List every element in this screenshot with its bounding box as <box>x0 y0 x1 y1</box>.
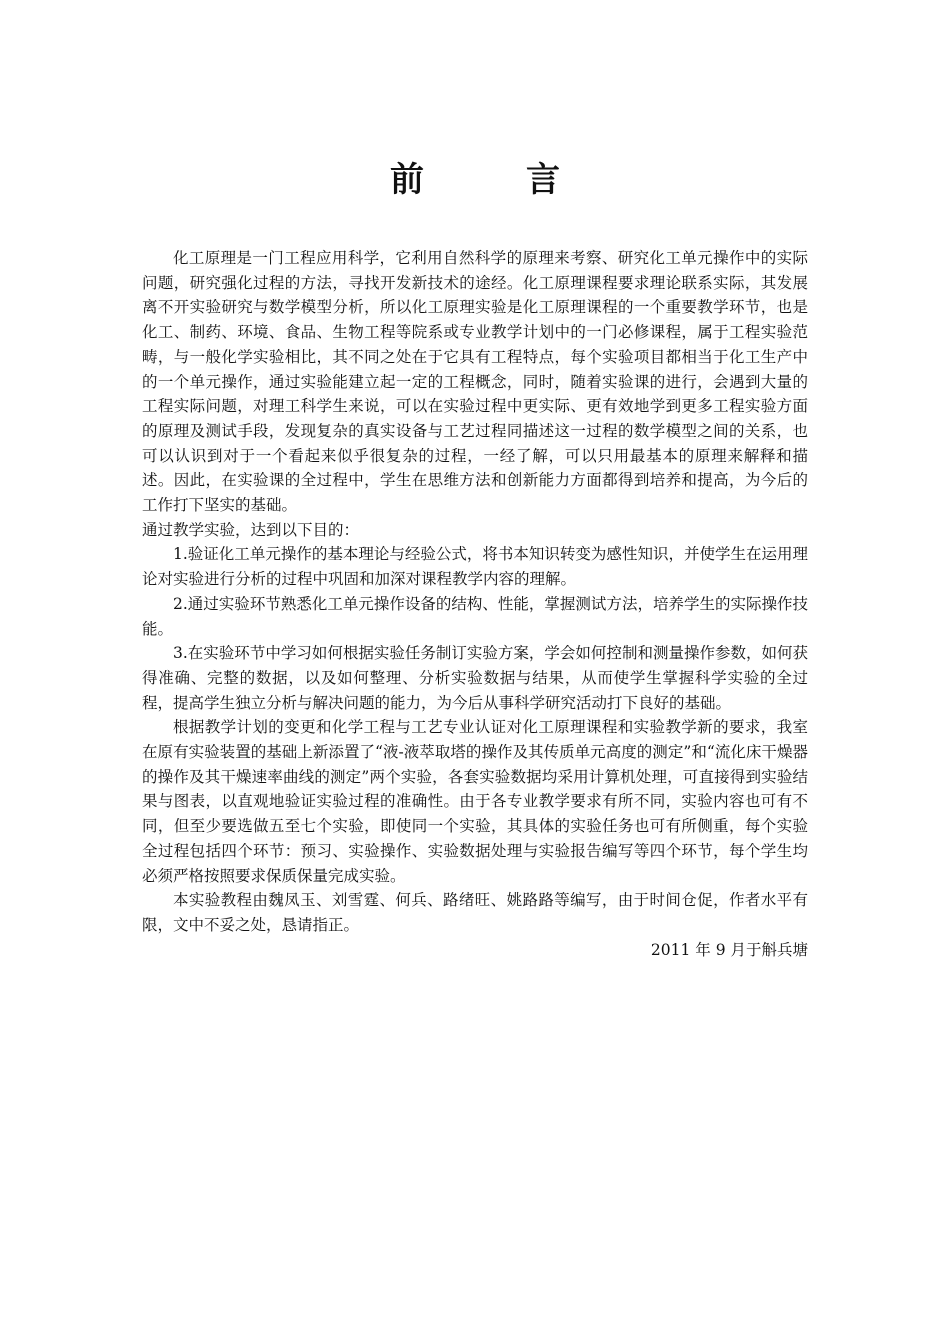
objective-item-1: 1.验证化工单元操作的基本理论与经验公式，将书本知识转变为感性知识，并使学生在运用理论对实验进行分析的过程中巩固和加深对课程教学内容的理解。 <box>142 545 808 589</box>
page-title: 前 言 <box>390 160 594 200</box>
date-signature: 2011 年 9 月于斛兵塘 <box>650 940 808 959</box>
curriculum-paragraph: 根据教学计划的变更和化学工程与工艺专业认证对化工原理课程和实验教学新的要求，我室在原有实验装置的基础上新添置了“液-液萃取塔的操作及其传质单元高度的测定”和“流化床干燥器的操作及其干燥速率曲线的测定”两个实验，各套实验数据均采用计算机处理，可直接得到实验结果与图表，以直观地验证实验过程的准确性。由于各专业教学要求有所不同，实验内容也可有不同，但至少要选做五至七个实验，即使同一个实验，其具体的实验任务也可有所侧重，每个实验全过程包括四个环节：预习、实验操作、实验数据处理与实验报告编写等四个环节，每个学生均必须严格按照要求保质保量完成实验。 <box>142 718 808 885</box>
objective-item-3: 3.在实验环节中学习如何根据实验任务制订实验方案，学会如何控制和测量操作参数，如何获得准确、完整的数据，以及如何整理、分析实验数据与结果，从而使学生掌握科学实验的全过程，提高学生独立分析与解决问题的能力，为今后从事科学研究活动打下良好的基础。 <box>142 644 808 712</box>
preface-body <box>142 246 808 962</box>
objective-item-2: 2.通过实验环节熟悉化工单元操作设备的结构、性能，掌握测试方法，培养学生的实际操作技能。 <box>142 594 808 638</box>
intro-paragraph: 化工原理是一门工程应用科学，它利用自然科学的原理来考察、研究化工单元操作中的实际问题，研究强化过程的方法，寻找开发新技术的途经。化工原理课程要求理论联系实际，其发展离不开实验研究与数学模型分析，所以化工原理实验是化工原理课程的一个重要教学环节，也是化工、制药、环境、食品、生物工程等院系或专业教学计划中的一门必修课程，属于工程实验范畴，与一般化学实验相比，其不同之处在于它具有工程特点，每个实验项目都相当于化工生产中的一个单元操作，通过实验能建立起一定的工程概念，同时，随着实验课的进行，会遇到大量的工程实际问题，对理工科学生来说，可以在实验过程中更实际、更有效地学到更多工程实验方面的原理及测试手段，发现复杂的真实设备与工艺过程同描述这一过程的数学模型之间的关系，也可以认识到对于一个看起来似乎很复杂的过程，一经了解，可以只用最基本的原理来解释和描述。因此，在实验课的全过程中，学生在思维方法和创新能力方面都得到培养和提高，为今后的工作打下坚实的基础。 <box>142 249 808 515</box>
objectives-heading: 通过教学实验，达到以下目的： <box>142 520 360 539</box>
authors-paragraph: 本实验教程由魏凤玉、刘雪霆、何兵、路绪旺、姚路路等编写，由于时间仓促，作者水平有限，文中不妥之处，恳请指正。 <box>142 891 808 934</box>
